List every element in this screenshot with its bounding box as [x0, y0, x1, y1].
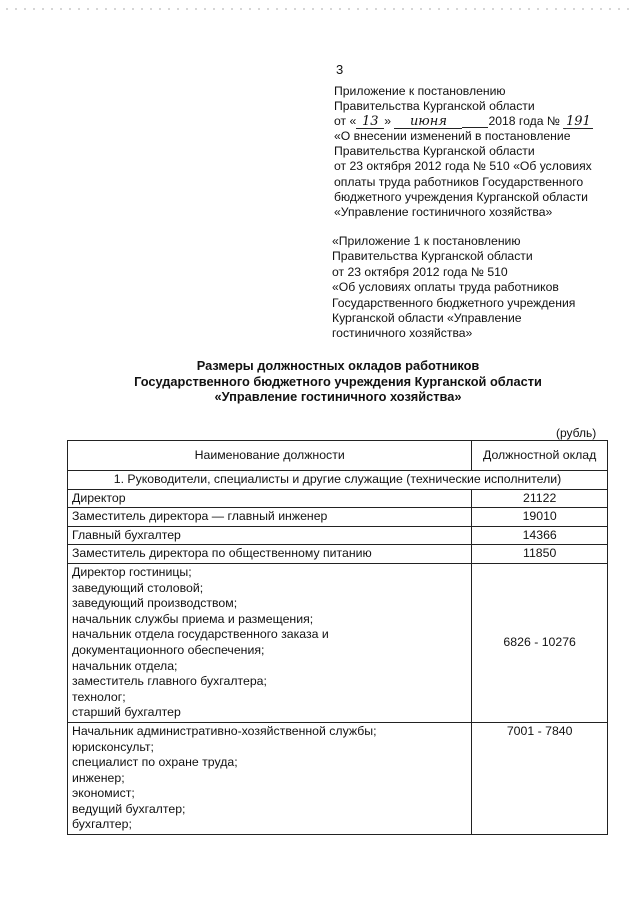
position-line: старший бухгалтер: [72, 705, 181, 720]
table-header-row: [68, 441, 608, 471]
appendix-line: Приложение к постановлению: [334, 84, 506, 98]
appendix-original-line: Правительства Курганской области: [332, 249, 533, 264]
appendix-original: [332, 234, 632, 342]
appendix-original-line: «Об условиях оплаты труда работников: [332, 280, 559, 295]
position-cell: Заместитель директора по общественному питанию: [68, 545, 472, 564]
salary-cell: 11850: [472, 545, 608, 564]
table-row-group: [68, 563, 608, 722]
position-line: технолог;: [72, 689, 126, 704]
section-row: [68, 471, 608, 490]
date-quote-close: »: [384, 114, 392, 129]
position-line: начальник службы приема и размещения;: [72, 611, 314, 626]
position-line: бухгалтер;: [72, 817, 132, 832]
appendix-line: оплаты труда работников Государственного: [334, 174, 584, 189]
header-salary: Должностной оклад: [472, 441, 608, 471]
position-cell: Главный бухгалтер: [68, 526, 472, 545]
table-row: [68, 508, 608, 527]
appendix-line: бюджетного учреждения Курганской области: [334, 189, 588, 204]
appendix-line: «О внесении изменений в постановление: [334, 129, 571, 144]
position-cell: Директор: [68, 489, 472, 508]
appendix-original-line: «Приложение 1 к постановлению: [332, 234, 521, 248]
doc-number-handwritten: 191: [563, 116, 593, 129]
table-row: [68, 489, 608, 508]
position-line: документационного обеспечения;: [72, 642, 265, 657]
appendix-line: Правительства Курганской области: [334, 144, 535, 159]
appendix-line: «Управление гостиничного хозяйства»: [334, 204, 553, 219]
title-line: Размеры должностных окладов работников: [196, 358, 480, 373]
salary-cell: 19010: [472, 508, 608, 527]
position-line: заведующий столовой;: [72, 580, 204, 595]
header-position: Наименование должности: [68, 441, 472, 471]
date-month-handwritten: июня: [394, 116, 462, 129]
page-number: 3: [336, 62, 344, 77]
document-title: [68, 358, 608, 405]
currency-note: (рубль): [556, 426, 597, 440]
appendix-original-line: Государственного бюджетного учреждения: [332, 295, 576, 310]
position-line: экономист;: [72, 786, 135, 801]
title-line: Государственного бюджетного учреждения Курганской области: [134, 373, 542, 389]
position-line: юрисконсульт;: [72, 739, 154, 754]
table-row: [68, 526, 608, 545]
table-row-group: [68, 722, 608, 834]
position-cell: Заместитель директора — главный инженер: [68, 508, 472, 527]
salary-range-cell: 7001 - 7840: [472, 722, 608, 834]
position-line: Директор гостиницы;: [72, 564, 192, 579]
position-line: инженер;: [72, 770, 125, 785]
position-line: ведущий бухгалтер;: [72, 801, 186, 816]
position-line: заместитель главного бухгалтера;: [72, 674, 267, 689]
scan-dots: [6, 8, 634, 10]
appendix-header: [334, 84, 634, 220]
appendix-original-line: гостиничного хозяйства»: [332, 326, 473, 341]
position-group-cell: [68, 722, 472, 834]
position-line: начальник отдела;: [72, 658, 178, 673]
position-line: начальник отдела государственного заказа и: [72, 627, 329, 642]
date-year-text: 2018 года №: [488, 114, 560, 129]
appendix-original-line: Курганской области «Управление: [332, 311, 522, 326]
position-group-cell: [68, 563, 472, 722]
table-row: [68, 545, 608, 564]
section-title: 1. Руководители, специалисты и другие служащие (технические исполнители): [68, 471, 608, 490]
date-prefix: от «: [334, 114, 357, 129]
salary-table: [67, 440, 608, 835]
appendix-original-line: от 23 октября 2012 года № 510: [332, 264, 508, 279]
salary-cell: 14366: [472, 526, 608, 545]
salary-range-cell: 6826 - 10276: [472, 563, 608, 722]
appendix-date-line: [334, 114, 634, 129]
position-line: Начальник административно-хозяйственной службы;: [72, 723, 377, 738]
position-line: специалист по охране труда;: [72, 755, 238, 770]
underline: [462, 115, 488, 128]
salary-cell: 21122: [472, 489, 608, 508]
date-day-handwritten: 13: [356, 116, 384, 129]
appendix-line: от 23 октября 2012 года № 510 «Об условиях: [334, 159, 592, 174]
title-line: «Управление гостиничного хозяйства»: [214, 389, 462, 404]
position-line: заведующий производством;: [72, 596, 238, 611]
appendix-line: Правительства Курганской области: [334, 99, 535, 114]
